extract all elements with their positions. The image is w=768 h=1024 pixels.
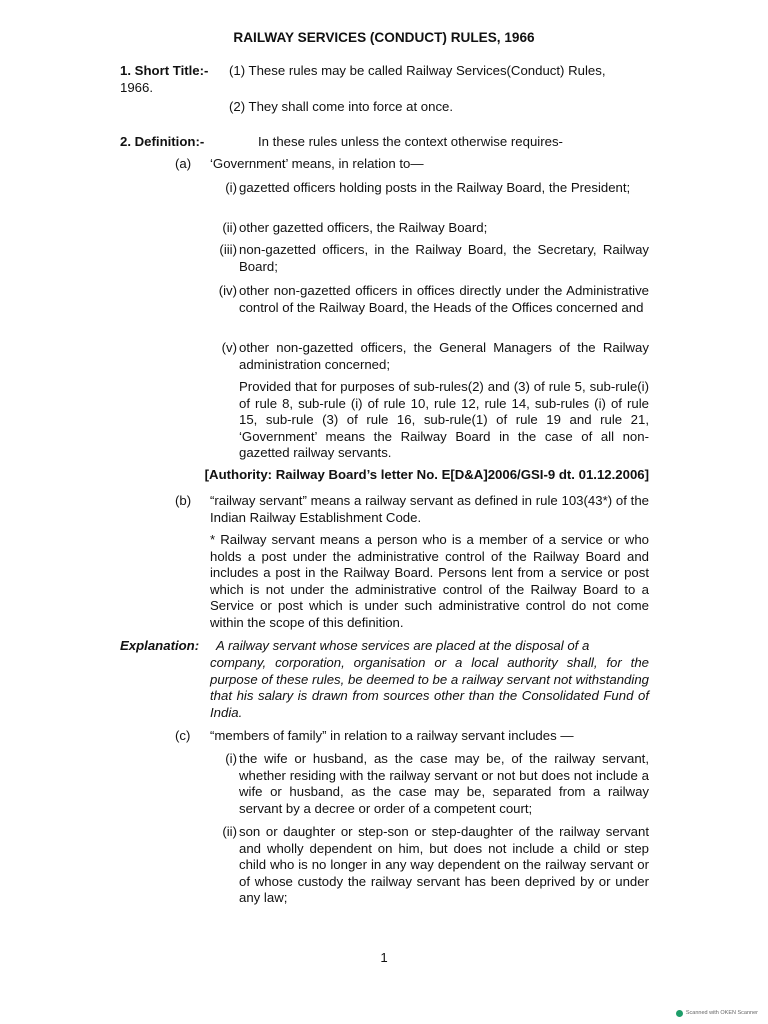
scanner-watermark-text: Scanned with OKEN Scanner [685,1010,758,1016]
clause-a-item-number: (iv) [218,283,237,298]
short-title-clause-1: (1) These rules may be called Railway Services(Conduct) Rules, [229,63,606,78]
clause-a-label: (a) [175,156,192,171]
definition-heading: 2. Definition:- [120,134,205,149]
clause-c-label: (c) [175,728,191,743]
clause-c-item-text: the wife or husband, as the case may be, of the railway servant, whether residing with the railway servant or not but does not include a wife or husband, as the case may be, separated from a railway servant by a decree or order of a competent court; [239,751,649,816]
clause-a-item-text: non-gazetted officers, in the Railway Board, the Secretary, Railway Board; [239,242,649,274]
clause-a-item-text: other non-gazetted officers in offices directly under the Administrative control of the Railway Board, the Heads of the Offices concerned and [239,283,649,315]
explanation-text: company, corporation, organisation or a local authority shall, for the purpose of these rules, be deemed to be a railway servant not withstanding that his salary is drawn from sources other than the Consolidated Fund of India. [210,655,649,720]
authority-reference: [Authority: Railway Board’s letter No. E[D&A]2006/GSI-9 dt. 01.12.2006] [204,467,649,482]
clause-a-item-text: other non-gazetted officers, the General Managers of the Railway administration concerned; [239,340,649,372]
clause-a-text: ‘Government’ means, in relation to— [210,156,424,171]
scanner-logo-icon [676,1010,683,1017]
explanation-first-line: A railway servant whose services are placed at the disposal of a [216,638,590,653]
definition-intro: In these rules unless the context otherwise requires- [258,134,563,149]
clause-a-item-text: other gazetted officers, the Railway Board; [239,220,488,235]
clause-c-item-number: (ii) [222,824,237,839]
clause-a-item-number: (i) [225,180,237,195]
clause-c-text: “members of family” in relation to a railway servant includes — [210,728,574,743]
clause-a-item-number: (ii) [222,220,237,235]
short-title-heading: 1. Short Title:- [120,63,209,78]
clause-a-item-text: gazetted officers holding posts in the Railway Board, the President; [239,180,631,195]
railway-servant-note: * Railway servant means a person who is a member of a service or who holds a post under the administrative control of the Railway Board and includes a post in the Railway Board. Persons lent from a service or post which is not under the administrative control of the Railway Board to a Service or post which is under such administrative control do not come within the scope of this definition. [210,532,649,630]
short-title-clause-1-continued: 1966. [120,80,154,95]
clause-b-text: “railway servant” means a railway servant as defined in rule 103(43*) of the Indian Railway Establishment Code. [210,493,649,525]
clause-c-item-number: (i) [225,751,237,766]
clause-a-item-number: (v) [221,340,237,355]
document-title: RAILWAY SERVICES (CONDUCT) RULES, 1966 [233,30,535,45]
scanner-watermark [676,1009,758,1017]
proviso-paragraph: Provided that for purposes of sub-rules(2) and (3) of rule 5, sub-rule(i) of rule 8, sub-rule (i) of rule 10, rule 12, rule 14, sub-rules (i) of rule 15, sub-rule (3) of rule 16, sub-rule(1) of rule 19 and rule 21, ‘Government’ means the Railway Board in the case of all non-gazetted railway servants. [239,379,649,461]
clause-b-label: (b) [175,493,192,508]
explanation-label: Explanation: [120,638,200,653]
short-title-clause-2: (2) They shall come into force at once. [229,99,454,114]
page-number: 1 [380,950,388,965]
clause-a-item-number: (iii) [219,242,237,257]
clause-c-item-text: son or daughter or step-son or step-daughter of the railway servant and wholly dependent on him, but does not include a child or step child who is no longer in any way dependent on the railway servant or of whose custody the railway servant has been deprived by or under any law; [239,824,649,906]
